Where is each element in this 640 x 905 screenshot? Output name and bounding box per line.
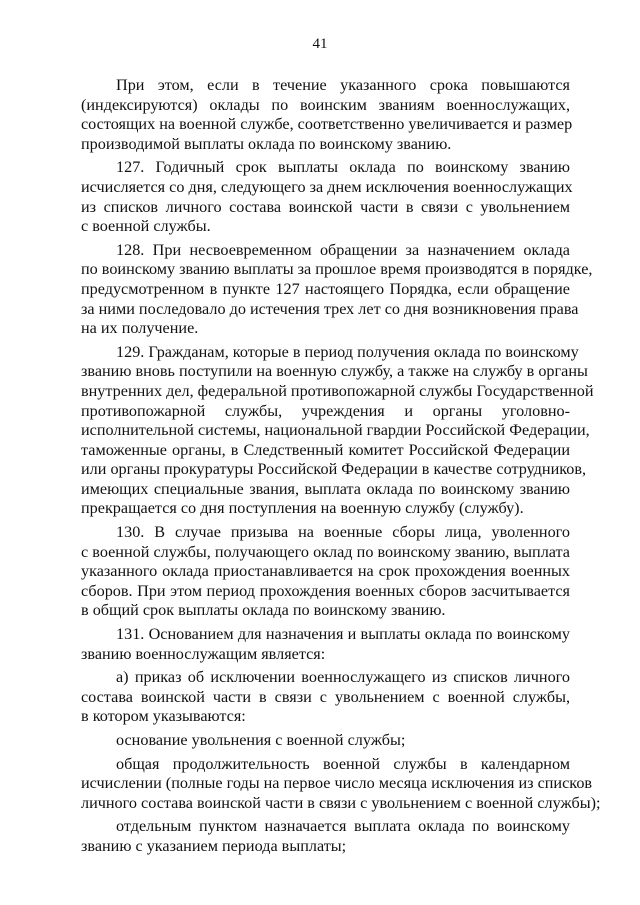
text-line: 130. В случае призыва на военные сборы лица, уволенного [116,523,570,542]
text-line: противопожарной службы, учреждения и органы уголовно- [81,401,570,420]
sub-item-service-duration [81,754,601,814]
text-line: званию с указанием периода выплаты; [81,836,347,855]
text-line: отдельным пунктом назначается выплата оклада по воинскому [116,817,570,836]
text-line: исчисляется со дня, следующего за днем исключения военнослужащих [81,177,573,196]
text-line: прекращается со дня поступления на военную службу (службу). [81,499,524,518]
text-line: или органы прокуратуры Российской Федерации в качестве сотрудников, [81,460,587,479]
text-line: с военной службы, получающего оклад по воинскому званию, выплата [81,542,570,561]
text-line: на их получение. [81,319,199,338]
text-line: предусмотренном в пункте 127 настоящего Порядка, если обращение [81,279,570,298]
page-number: 41 [312,36,328,52]
text-line: исчислении (полные годы на первое число месяца исключения из списков [81,774,593,793]
text-line: исполнительной системы, национальной гвардии Российской Федерации, [81,421,590,440]
paragraph-131 [81,625,570,664]
paragraph-127 [81,158,573,236]
text-line: 127. Годичный срок выплаты оклада по воинскому званию [116,158,570,177]
paragraph-129 [81,342,594,519]
sub-item-payment-period [81,817,570,856]
text-line: из списков личного состава воинской части в связи с увольнением [81,197,570,216]
text-line: 129. Гражданам, которые в период получения оклада по воинскому [116,342,579,361]
text-line: внутренних дел, федеральной противопожарной службы Государственной [81,381,594,400]
document-body [81,76,601,857]
paragraph-128 [81,240,593,339]
text-line: состоящих на военной службе, соответственно увеличивается и размер [81,115,573,134]
text-line: личного состава воинской части в связи с увольнением с военной службы); [81,793,601,812]
text-line: в общий срок выплаты оклада по воинскому званию. [81,601,446,620]
text-line: с военной службы. [81,217,211,236]
text-line: 128. При несвоевременном обращении за назначением оклада [116,240,570,259]
paragraph-130 [81,523,570,621]
text-line: основание увольнения с военной службы; [116,731,406,749]
sub-item-dismissal-basis [81,731,570,751]
text-line: указанного оклада приостанавливается на срок прохождения военных [81,562,570,581]
text-line: в котором указываются: [81,707,246,726]
text-line: (индексируются) оклады по воинским званиям военнослужащих, [81,95,570,114]
text-line: а) приказ об исключении военнослужащего из списков личного [116,668,570,687]
paragraph-intro [81,76,573,154]
text-line: производимой выплаты оклада по воинскому званию. [81,134,452,153]
text-line: по воинскому званию выплаты за прошлое время производятся в порядке, [81,260,593,279]
text-line: 131. Основанием для назначения и выплаты оклада по воинскому [116,625,570,644]
text-line: общая продолжительность военной службы в календарном [116,754,570,773]
text-line: сборов. При этом период прохождения военных сборов засчитывается [81,581,570,600]
text-line: званию вновь поступили на военную службу, а также на службу в органы [81,362,588,381]
text-line: званию военнослужащим является: [81,644,326,663]
text-line: за ними последовало до истечения трех лет со дня возникновения права [81,299,579,318]
text-line: таможенные органы, в Следственный комитет Российской Федерации [81,440,570,459]
text-line: состава воинской части в связи с увольнением с военной службы, [81,687,570,706]
list-item-a [81,668,570,727]
text-line: При этом, если в течение указанного срока повышаются [116,76,570,94]
text-line: имеющих специальные звания, выплата оклада по воинскому званию [81,479,570,498]
